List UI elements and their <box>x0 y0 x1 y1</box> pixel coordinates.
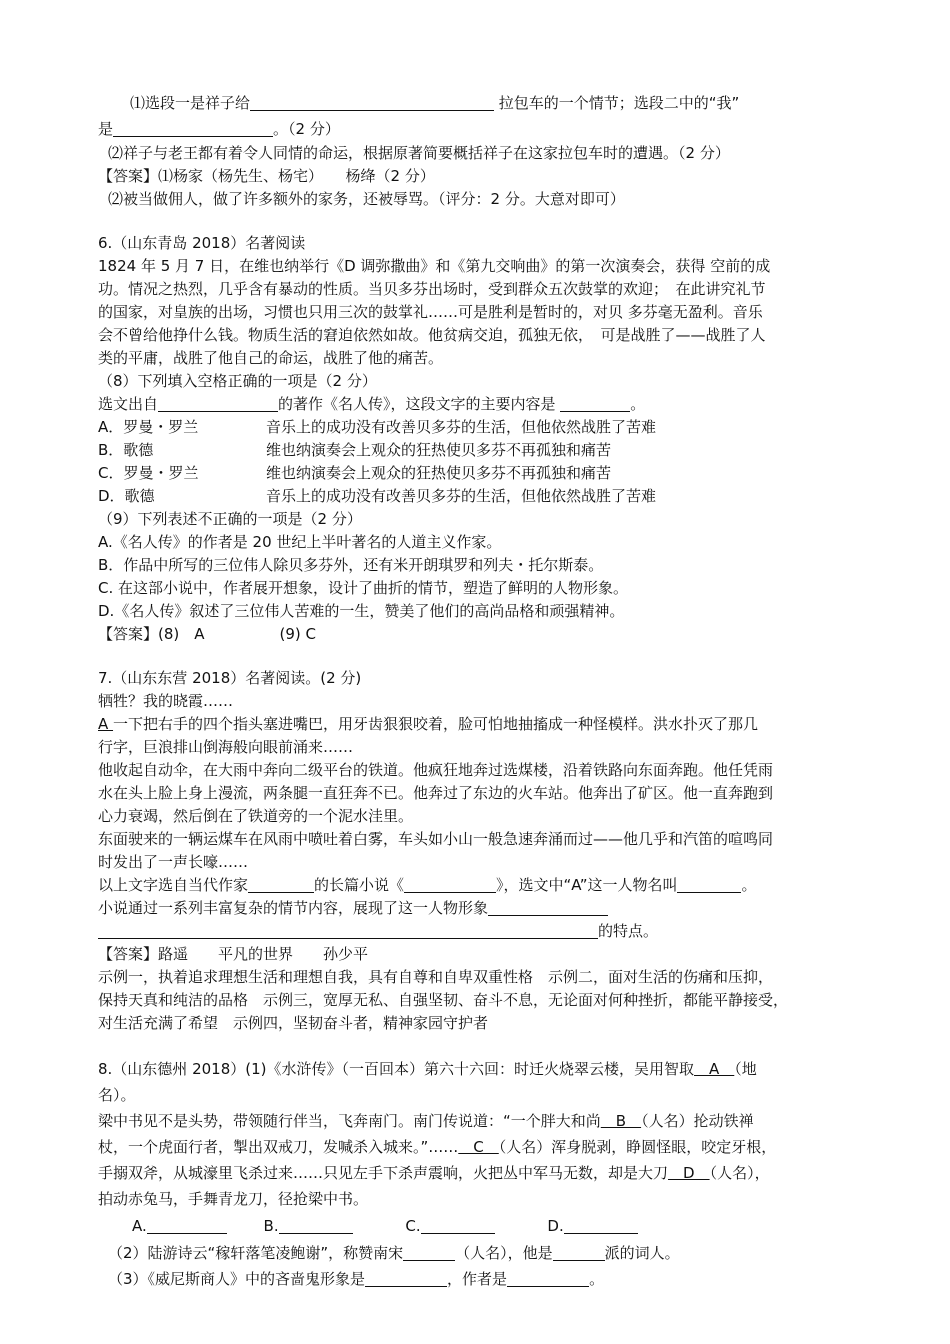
q7-answer-example: 示例一，执着追求理想生活和理想自我，具有自尊和自卑双重性格 示例二，面对生活的伤痛和压抑， <box>98 968 774 986</box>
q7-passage-line: 水在头上脸上身上漫流，两条腿一直狂奔不已。他奔过了东边的火车站。他奔出了矿区。他一直奔跑到 <box>98 784 774 802</box>
q5-answer-1: 【答案】⑴杨家（杨先生、杨宅） 杨绛（2 分） <box>98 167 435 185</box>
q7-blanks-2: 小说通过一系列丰富复杂的情节内容，展现了这一人物形象 <box>98 897 858 920</box>
q6-option-9c: C. 在这部小说中，作者展开想象，设计了曲折的情节，塑造了鲜明的人物形象。 <box>98 579 629 597</box>
answer-blank[interactable] <box>403 1244 455 1261</box>
q6-option-9a: A.《名人传》的作者是 20 世纪上半叶著名的人道主义作家。 <box>98 533 502 551</box>
answer-blank[interactable] <box>113 120 273 137</box>
answer-blank[interactable] <box>98 922 598 939</box>
q6-passage-line: 会不曾给他挣什么钱。物质生活的窘迫依然如故。他贫病交迫，孤独无依， 可是战胜了——战胜了人 <box>98 326 766 344</box>
q7-passage-line: 他收起自动伞，在大雨中奔向二级平台的铁道。他疯狂地奔过选煤楼，沿着铁路向东面奔跑。他任凭雨 <box>98 761 774 779</box>
q6-passage-line: 功。情况之热烈，几乎含有暴动的性质。当贝多芬出场时，受到群众五次鼓掌的欢迎； 在此讲究礼节 <box>98 280 766 298</box>
q7-passage-line: 心力衰竭，然后倒在了铁道旁的一个泥水洼里。 <box>98 807 414 825</box>
q6-passage-line: 类的平庸，战胜了他自己的命运，战胜了他的痛苦。 <box>98 349 444 367</box>
document-page <box>98 90 858 1292</box>
q8-sub-3: （3）《威尼斯商人》中的吝啬鬼形象是 ，作者是 。 <box>108 1270 605 1288</box>
q8-line-6: 拍动赤兔马，手舞青龙刀，径抢梁中书。 <box>98 1190 369 1208</box>
answer-blank[interactable] <box>248 876 314 893</box>
q8-line-4: 杖，一个虎面行者，掣出双戒刀，发喊杀入城来。”…… C （人名）浑身脱剥，睁圆怪眼，咬定牙根， <box>98 1138 777 1156</box>
blank-b: B <box>600 1112 642 1130</box>
q7-passage-line: 时发出了一声长嚎…… <box>98 853 249 871</box>
answer-blank[interactable] <box>553 1244 605 1261</box>
q5-line-1: ⑴选段一是祥子给 拉包车的一个情节；选段二中的“我” <box>130 94 740 112</box>
q7-title: 7.（山东东营 2018）名著阅读。(2 分) <box>98 669 362 687</box>
answer-blank[interactable] <box>404 876 496 893</box>
q6-option-9b: B．作品中所写的三位伟人除贝多芬外，还有米开朗琪罗和列夫・托尔斯泰。 <box>98 556 604 574</box>
q6-option-b: B．歌德 维也纳演奏会上观众的狂热使贝多芬不再孤独和痛苦 <box>98 441 612 459</box>
q7-passage-line: 行字，巨浪排山倒海般向眼前涌来…… <box>98 738 354 756</box>
q8-line-5: 手搦双斧，从城濠里飞杀过来……只见左手下杀声震响，火把丛中军马无数，却是大刀 D （人名）， <box>98 1164 770 1182</box>
answer-blank[interactable] <box>564 1217 638 1234</box>
q7-passage-line: 牺牲？我的晓霞…… <box>98 692 234 710</box>
blank-d: D <box>668 1164 710 1182</box>
q5-line-2: 是 。（2 分） <box>98 120 340 138</box>
q7-passage-line: 东面驶来的一辆运煤车在风雨中喷吐着白雾，车头如小山一般急速奔涌而过——他几乎和汽笛的喧鸣同 <box>98 830 774 848</box>
q7-blanks-3: 的特点。 <box>98 920 858 943</box>
q6-passage-line: 的国家，对皇族的出场，习惯也只用三次的鼓掌礼……可是胜利是暂时的，对贝 多芬毫无盈利。音乐 <box>98 303 763 321</box>
answer-blank[interactable] <box>507 1270 589 1287</box>
q6-option-d: D．歌德 音乐上的成功没有改善贝多芬的生活，但他依然战胜了苦难 <box>98 487 657 505</box>
q6-option-c: C．罗曼・罗兰 维也纳演奏会上观众的狂热使贝多芬不再孤独和痛苦 <box>98 464 612 482</box>
answer-blank[interactable] <box>158 395 278 412</box>
q8-answer-options: A. B. C. D. <box>98 1212 858 1240</box>
q7-answer-example: 保持天真和纯洁的品格 示例三，宽厚无私、自强坚韧、奋斗不息，无论面对何种挫折，都能平静接受， <box>98 991 789 1009</box>
q7-answer-example: 对生活充满了希望 示例四，坚韧奋斗者，精神家园守护者 <box>98 1014 489 1032</box>
answer-blank[interactable] <box>421 1217 495 1234</box>
q6-option-a: A．罗曼・罗兰 音乐上的成功没有改善贝多芬的生活，但他依然战胜了苦难 <box>98 418 657 436</box>
answer-blank[interactable] <box>677 876 741 893</box>
answer-blank[interactable] <box>365 1270 447 1287</box>
blank-a: A <box>694 1060 735 1078</box>
q5-question-2: ⑵祥子与老王都有着令人同情的命运，根据原著简要概括祥子在这家拉包车时的遭遇。（2 分） <box>108 144 730 162</box>
q8-line-3: 梁中书见不是头势，带领随行伴当，飞奔南门。南门传说道：“一个胖大和尚 B （人名）抡动铁禅 <box>98 1112 754 1130</box>
q6-option-9d: D.《名人传》叙述了三位伟人苦难的一生，赞美了他们的高尚品格和顽强精神。 <box>98 602 625 620</box>
q8-sub-2: （2）陆游诗云“稼轩落笔凌鲍谢”，称赞南宋 （人名），他是 派的词人。 <box>108 1244 680 1262</box>
q7-answer: 【答案】路遥 平凡的世界 孙少平 <box>98 945 369 963</box>
q7-passage-line: A 一下把右手的四个指头塞进嘴巴，用牙齿狠狠咬着，脸可怕地抽搐成一种怪模样。洪水扑灭了那几 <box>98 715 759 733</box>
blank-c: C <box>458 1138 499 1156</box>
answer-blank[interactable] <box>250 94 494 111</box>
q7-blanks-1: 以上文字选自当代作家 的长篇小说《 》，选文中“A”这一人物名叫 。 <box>98 876 757 894</box>
answer-blank[interactable] <box>279 1217 353 1234</box>
answer-blank[interactable] <box>147 1217 227 1234</box>
q6-sub-9: （9）下列表述不正确的一项是（2 分） <box>98 510 362 528</box>
q6-answer: 【答案】(8) A (9) C <box>98 625 316 643</box>
answer-blank[interactable] <box>560 395 630 412</box>
q6-sub-8: （8）下列填入空格正确的一项是（2 分） <box>98 372 377 390</box>
q8-line-2: 名）。 <box>98 1086 136 1104</box>
q5-answer-2: ⑵被当做佣人，做了许多额外的家务，还被辱骂。（评分：2 分。大意对即可） <box>108 190 625 208</box>
answer-blank[interactable] <box>488 899 608 916</box>
q6-passage-line: 1824 年 5 月 7 日，在维也纳举行《D 调弥撒曲》和《第九交响曲》的第一次演奏会，获得 空前的成 <box>98 257 771 275</box>
marker-a: A <box>98 715 114 733</box>
q6-title: 6.（山东青岛 2018）名著阅读 <box>98 234 306 252</box>
q6-sub-8-stem: 选文出自 的著作《名人传》，这段文字的主要内容是 。 <box>98 395 646 413</box>
q8-line-1: 8.（山东德州 2018）(1)《水浒传》（一百回本）第六十六回：时迁火烧翠云楼，吴用智取 A （地 <box>98 1060 757 1078</box>
